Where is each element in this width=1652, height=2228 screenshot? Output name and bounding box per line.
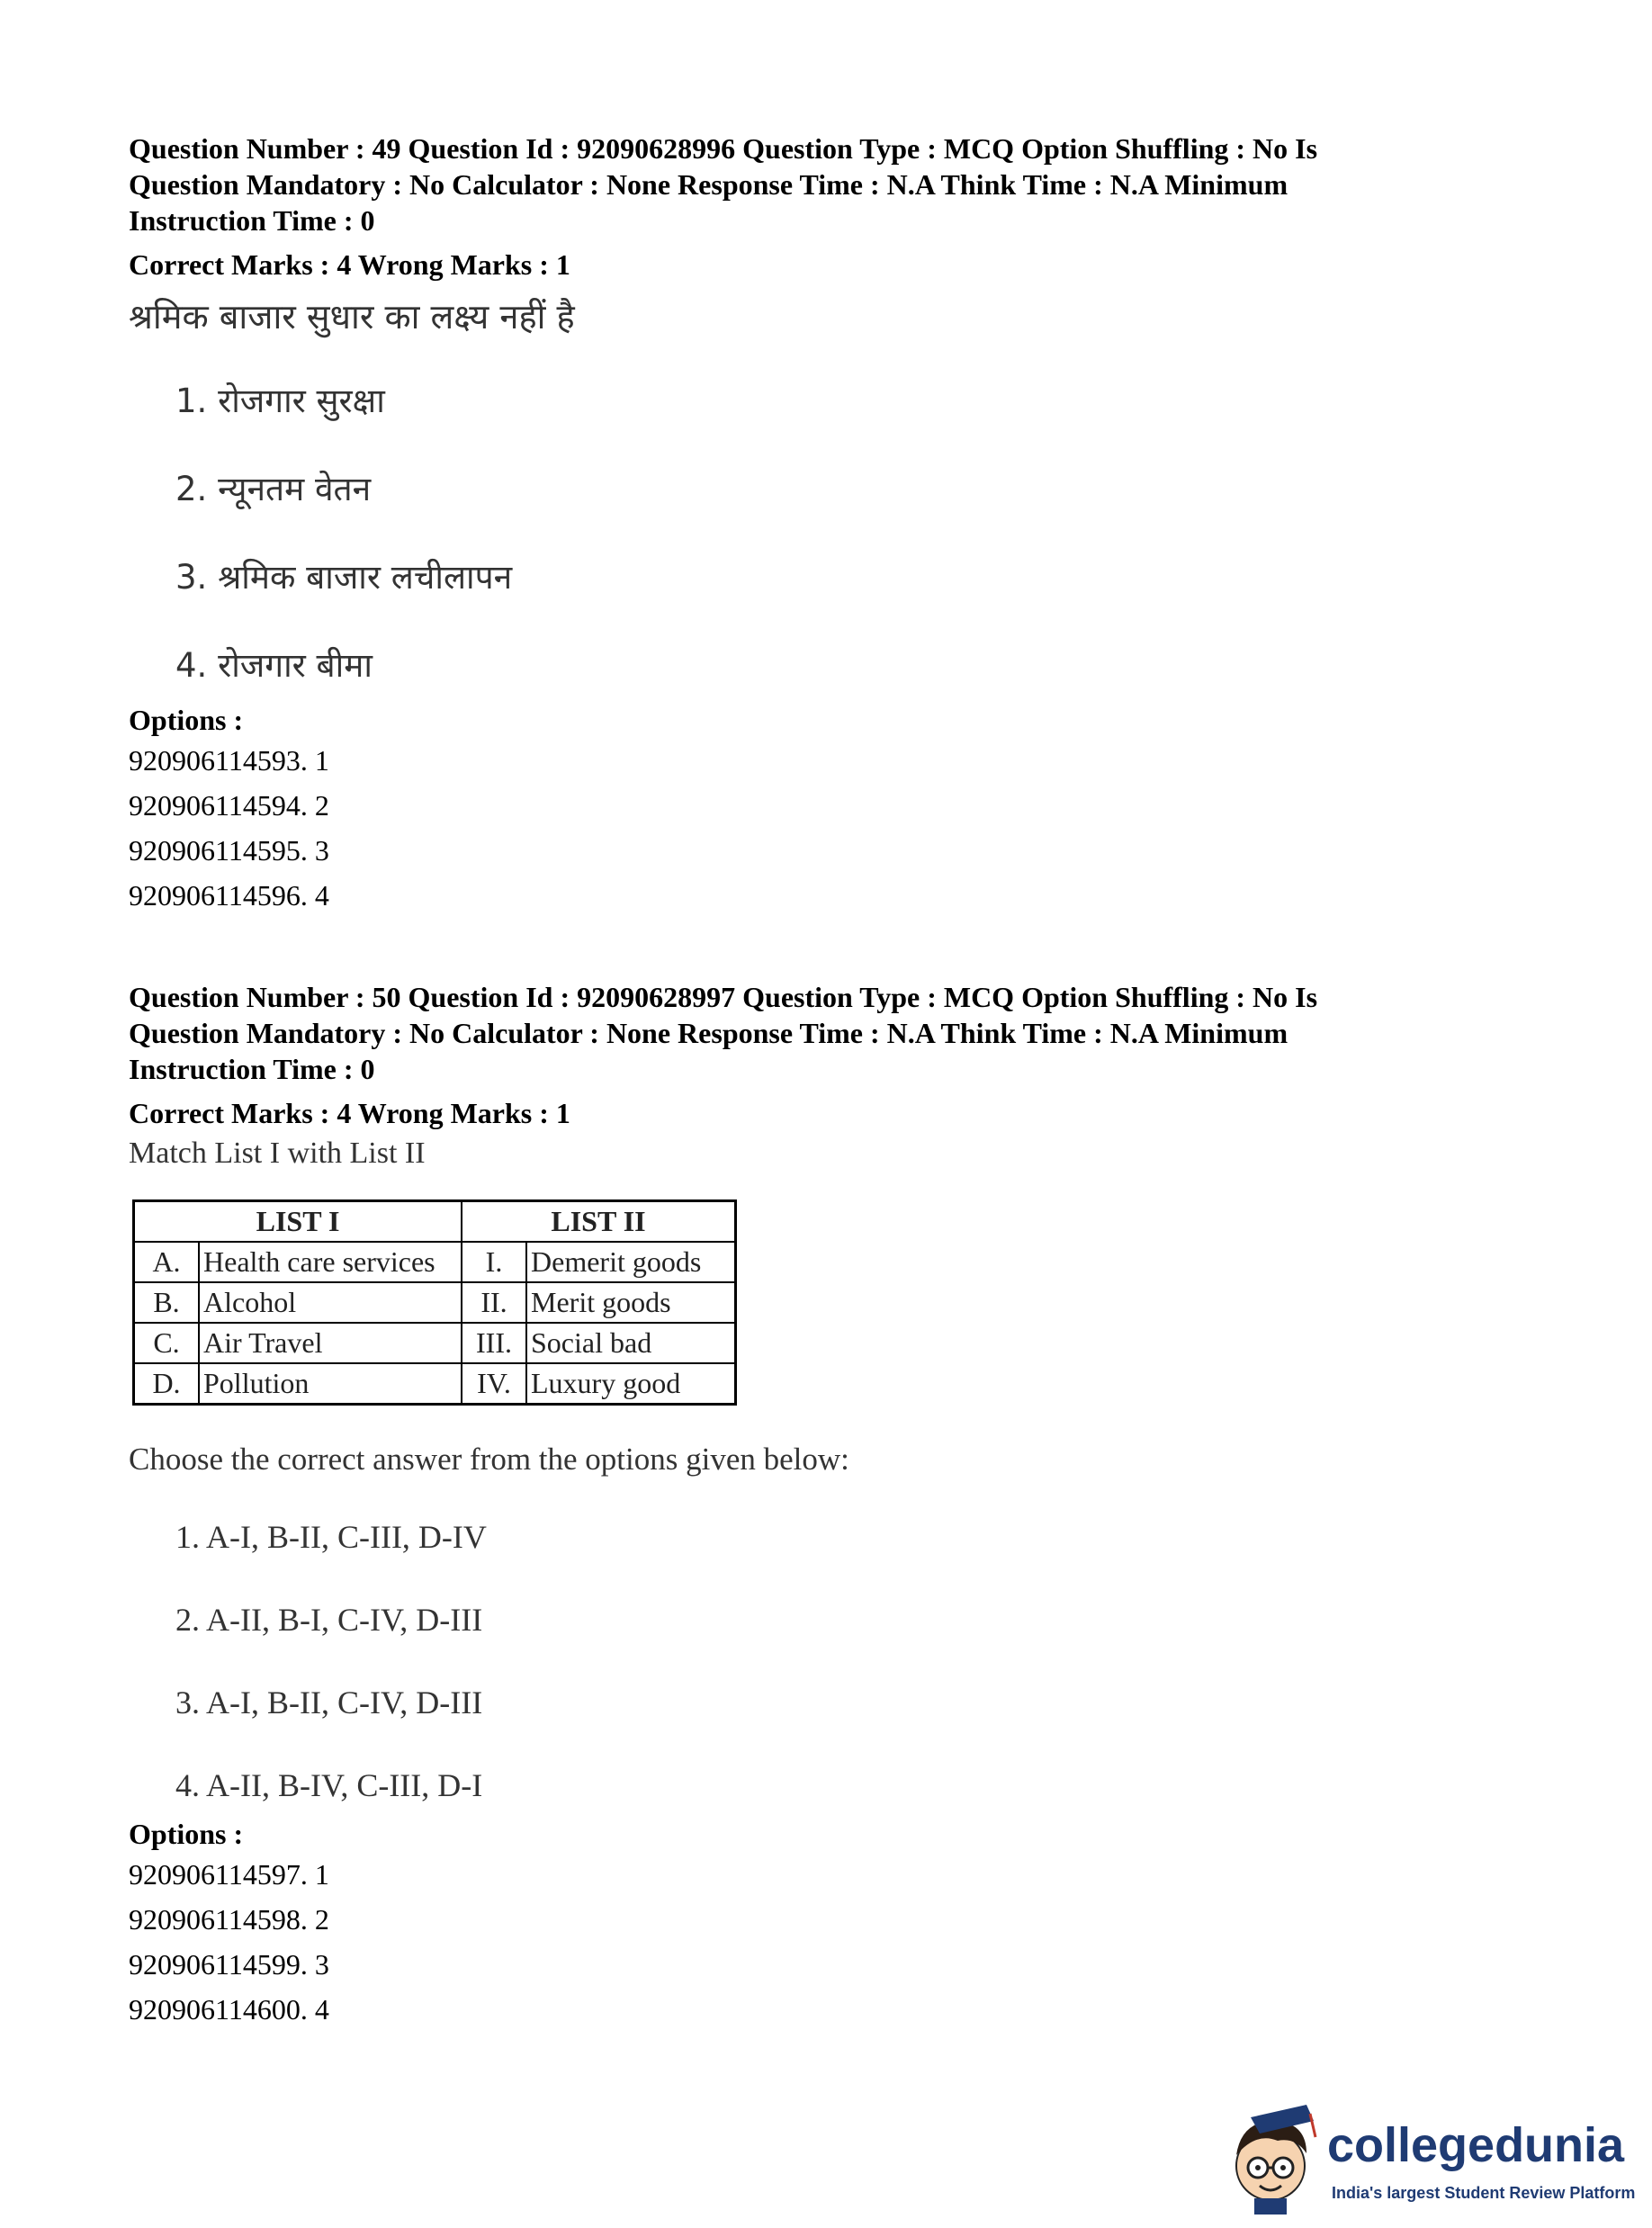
list-2-value: Merit goods [526,1282,736,1323]
table-row [134,1282,736,1323]
list-2-header: LIST II [462,1201,736,1243]
question-49 [129,130,1532,918]
choice-item: 3. श्रमिक बाजार लचीलापन [175,558,513,597]
question-text: श्रमिक बाजार सुधार का लक्ष्य नहीं है [129,297,575,337]
choice-item: 4. A-II, B-IV, C-III, D-I [175,1767,483,1803]
marks-line: Correct Marks : 4 Wrong Marks : 1 [129,248,570,281]
question-meta-line-1: Question Number : 50 Question Id : 92090628997 Question Type : MCQ Option Shuffling : No Is [129,981,1318,1013]
option-item: 920906114593. 1 [129,744,329,777]
list-1-value: Alcohol [199,1282,462,1323]
choice-item: 3. A-I, B-II, C-IV, D-III [175,1684,483,1720]
options-title: Options : [129,1818,244,1850]
list-2-value: Demerit goods [526,1242,736,1282]
list-2-value: Luxury good [526,1363,736,1405]
instruction-text: Choose the correct answer from the options given below: [129,1442,849,1477]
option-item: 920906114597. 1 [129,1858,329,1891]
option-item: 920906114594. 2 [129,789,329,822]
list-2-label: III. [462,1323,526,1363]
table-header-row [134,1201,736,1243]
question-meta-line-1: Question Number : 49 Question Id : 92090628996 Question Type : MCQ Option Shuffling : No Is [129,132,1318,165]
question-meta-line-3: Instruction Time : 0 [129,204,375,237]
option-item: 920906114595. 3 [129,834,329,867]
list-2-label: IV. [462,1363,526,1405]
list-1-value: Air Travel [199,1323,462,1363]
list-1-label: A. [134,1242,200,1282]
list-1-value: Pollution [199,1363,462,1405]
list-1-label: D. [134,1363,200,1405]
choice-list [175,1514,1532,1809]
list-2-label: I. [462,1242,526,1282]
choice-list [175,369,1532,698]
list-1-label: C. [134,1323,200,1363]
logo-name: collegedunia [1327,2118,1625,2172]
logo-tagline: India's largest Student Review Platform [1332,2184,1636,2202]
options-title: Options : [129,704,244,736]
collegedunia-logo [1224,2101,1638,2218]
marks-line: Correct Marks : 4 Wrong Marks : 1 [129,1097,570,1129]
option-item: 920906114599. 3 [129,1948,329,1981]
choice-item: 1. रोजगार सुरक्षा [175,382,385,420]
choice-item: 2. न्यूनतम वेतन [175,470,372,508]
question-meta-line-2: Question Mandatory : No Calculator : None Response Time : N.A Think Time : N.A Minimum [129,1017,1288,1049]
list-1-header: LIST I [134,1201,462,1243]
list-2-label: II. [462,1282,526,1323]
list-1-label: B. [134,1282,200,1323]
list-2-value: Social bad [526,1323,736,1363]
choice-item: 4. रोजगार बीमा [175,646,373,685]
table-row [134,1363,736,1405]
option-item: 920906114596. 4 [129,879,329,912]
question-50 [129,979,1532,2032]
list-1-value: Health care services [199,1242,462,1282]
mascot-icon [1224,2101,1323,2218]
choice-item: 2. A-II, B-I, C-IV, D-III [175,1602,483,1638]
match-table [132,1199,737,1406]
question-meta-line-2: Question Mandatory : No Calculator : None Response Time : N.A Think Time : N.A Minimum [129,168,1288,201]
question-meta-line-3: Instruction Time : 0 [129,1053,375,1085]
table-row [134,1242,736,1282]
option-item: 920906114600. 4 [129,1993,329,2026]
question-text: Match List I with List II [129,1136,426,1170]
option-item: 920906114598. 2 [129,1903,329,1936]
choice-item: 1. A-I, B-II, C-III, D-IV [175,1519,487,1555]
table-row [134,1323,736,1363]
